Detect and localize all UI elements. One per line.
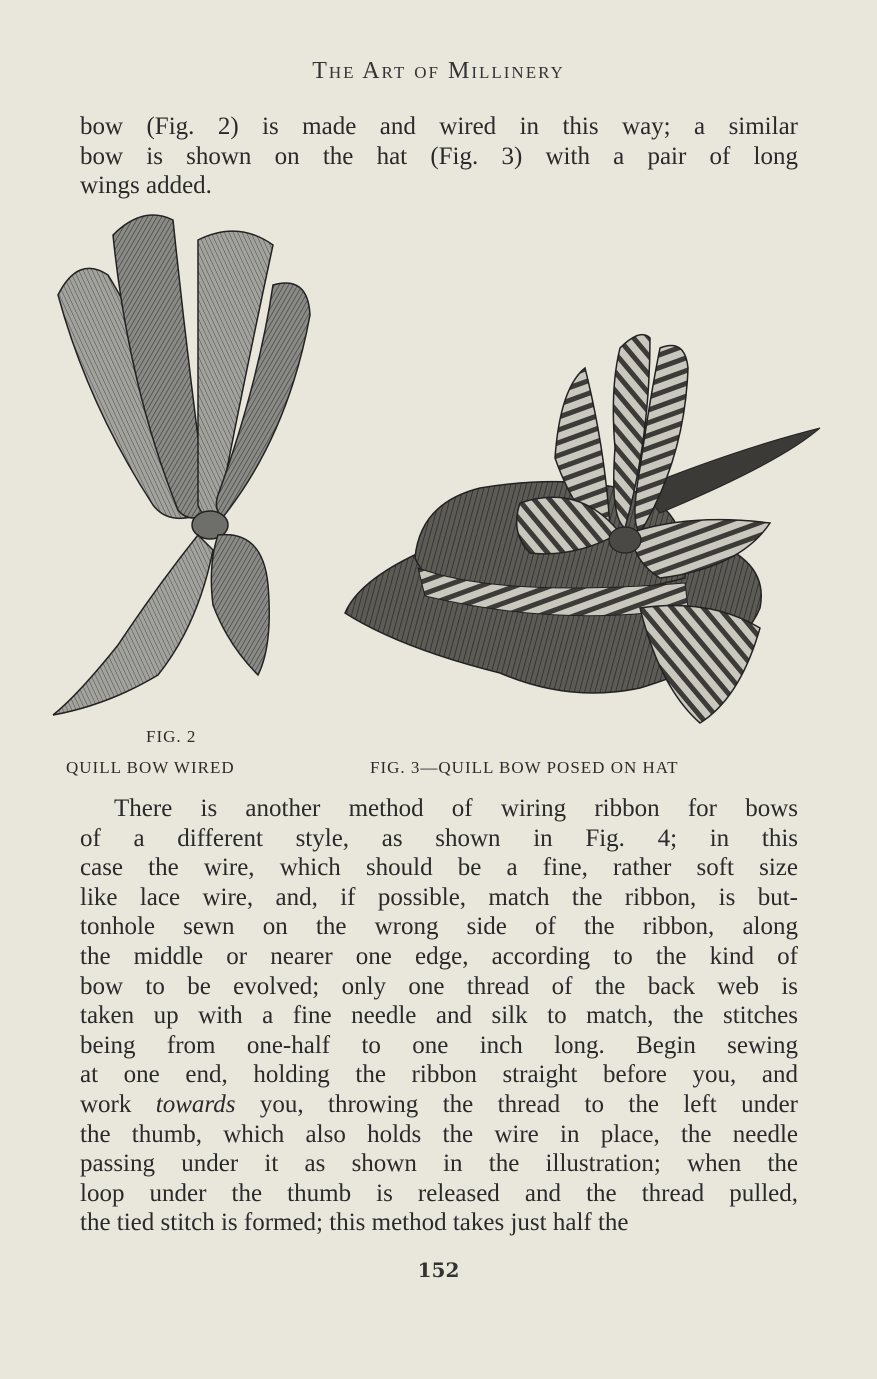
running-head: The Art of Millinery: [312, 58, 565, 84]
fig2-number: FIG. 2: [146, 727, 197, 746]
text-line: taken up with a fine needle and silk to match, the stitches: [80, 1002, 798, 1030]
emphasized-word: towards: [155, 1090, 236, 1118]
text-line: passing under it as shown in the illustration; when the: [80, 1150, 798, 1178]
text-line: the thumb, which also holds the wire in place, the needle: [80, 1120, 798, 1148]
text-line: bow is shown on the hat (Fig. 3) with a pair of long: [80, 142, 798, 170]
text-line: bow (Fig. 2) is made and wired in this way; a similar: [80, 113, 798, 140]
text-line: wings added.: [80, 172, 212, 200]
page-number: 152: [417, 1258, 460, 1282]
text-line: There is another method of wiring ribbon for bows: [114, 795, 798, 822]
quill-bow-illustration: [48, 205, 318, 720]
fig2-caption: QUILL BOW WIRED: [66, 758, 235, 777]
text-line: the middle or nearer one edge, according to the kind of: [80, 942, 798, 970]
text-line: case the wire, which should be a fine, rather soft size: [80, 854, 798, 882]
text-line: tonhole sewn on the wrong side of the ribbon, along: [80, 913, 798, 941]
text-line: the tied stitch is formed; this method takes just half the: [80, 1209, 629, 1237]
text-line: loop under the thumb is released and the thread pulled,: [80, 1179, 798, 1207]
text-line: of a different style, as shown in Fig. 4; in this: [80, 824, 798, 852]
text-line: bow to be evolved; only one thread of the back web is: [80, 972, 798, 1000]
body-paragraph: [80, 794, 798, 1238]
text-segment: you, throwing the thread to the left under: [235, 1090, 798, 1118]
text-line: at one end, holding the ribbon straight before you, and: [80, 1061, 798, 1089]
fig3-caption: FIG. 3—QUILL BOW POSED ON HAT: [370, 758, 679, 777]
hat-with-bow-illustration: [340, 328, 825, 733]
text-line-with-emphasis: [80, 1090, 798, 1120]
text-segment: work: [80, 1090, 156, 1118]
text-line: like lace wire, and, if possible, match the ribbon, is but-: [80, 883, 798, 911]
intro-paragraph: [80, 112, 798, 201]
text-line: being from one-half to one inch long. Begin sewing: [80, 1031, 798, 1059]
